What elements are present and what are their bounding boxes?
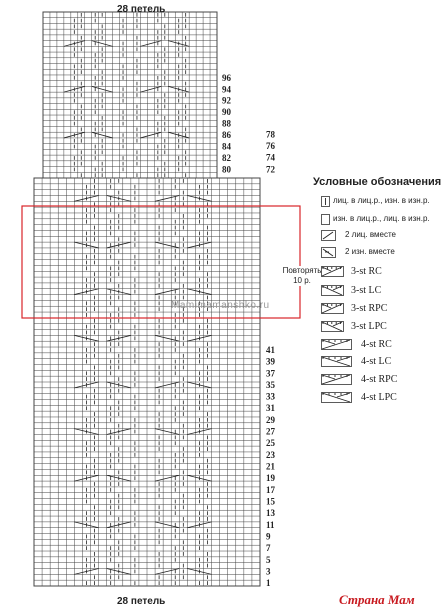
row-number-label: 23 xyxy=(266,449,275,460)
cable-cross-mark xyxy=(187,382,211,388)
row-number-label: 80 xyxy=(222,164,231,175)
row-number-label: 78 xyxy=(266,129,275,140)
cable-cross-mark xyxy=(107,289,131,295)
row-number-label: 33 xyxy=(266,391,275,402)
cable-cross-mark xyxy=(107,429,131,435)
cable-cross-mark xyxy=(187,522,211,528)
cable-cross-mark xyxy=(74,522,98,528)
row-number-label: 84 xyxy=(222,141,231,152)
legend-item-label: лиц. в лиц.р., изн. в изн.р. xyxy=(333,196,430,205)
row-number-label: 90 xyxy=(222,107,231,118)
k2tog-icon xyxy=(321,230,337,242)
row-number-label: 7 xyxy=(266,543,271,554)
p2tog-icon xyxy=(321,247,337,259)
cable-cross-mark xyxy=(74,382,98,388)
knit-vertical-bar-icon xyxy=(321,196,331,208)
row-number-label: 35 xyxy=(266,379,275,390)
cable-cross-mark xyxy=(74,475,98,481)
row-number-label: 92 xyxy=(222,95,231,106)
legend-item-label: 4-st LPC xyxy=(361,392,397,403)
legend-item-label: 3-st RC xyxy=(351,266,382,277)
cable-cross-mark xyxy=(155,569,179,575)
legend-item-label: 3-st LPC xyxy=(351,321,387,332)
cable-cross-mark xyxy=(187,289,211,295)
repeat-note-line1: Повторять xyxy=(282,266,322,275)
row-number-label: 31 xyxy=(266,403,275,414)
row-number-label: 15 xyxy=(266,496,275,507)
cable-cross-mark xyxy=(155,289,179,295)
cable-cross-mark xyxy=(187,242,211,248)
legend-item-label: 4-st RC xyxy=(361,339,392,350)
cable-cross-mark xyxy=(74,335,98,341)
empty-box-icon xyxy=(321,214,331,226)
cable-cross-mark xyxy=(107,475,131,481)
cable-cross-mark xyxy=(107,569,131,575)
repeat-note xyxy=(279,266,325,286)
cable-cross-mark xyxy=(187,475,211,481)
row-number-label: 96 xyxy=(222,72,231,83)
row-number-label: 9 xyxy=(266,531,271,542)
row-number-label: 21 xyxy=(266,461,275,472)
cable-cross-mark xyxy=(155,522,179,528)
row-number-label: 27 xyxy=(266,426,275,437)
cable-cross-mark xyxy=(107,242,131,248)
repeat-note-line2: 10 р. xyxy=(293,276,311,285)
row-number-label: 29 xyxy=(266,414,275,425)
legend-item-label: 2 лиц. вместе xyxy=(345,230,396,239)
stitch-count-bottom: 28 петель xyxy=(117,596,166,607)
row-number-label: 86 xyxy=(222,130,231,141)
row-number-label: 76 xyxy=(266,140,275,151)
row-number-label: 25 xyxy=(266,438,275,449)
3-st-rpc-icon xyxy=(321,303,345,315)
cable-cross-mark xyxy=(187,335,211,341)
legend-item-label: 2 изн. вместе xyxy=(345,247,395,256)
cable-cross-mark xyxy=(74,569,98,575)
brand-logo: Страна Мам xyxy=(339,592,415,607)
3-st-lc-icon xyxy=(321,285,345,297)
cable-cross-mark xyxy=(107,195,131,201)
legend-item-label: изн. в лиц.р., лиц. в изн.р. xyxy=(333,214,430,223)
row-number-label: 88 xyxy=(222,118,231,129)
cable-cross-mark xyxy=(107,382,131,388)
cable-cross-mark xyxy=(155,335,179,341)
legend-item-label: 3-st RPC xyxy=(351,303,388,314)
3-st-lpc-icon xyxy=(321,321,345,333)
4-st-lc-icon xyxy=(321,356,353,368)
row-number-label: 5 xyxy=(266,554,271,565)
row-number-label: 39 xyxy=(266,356,275,367)
legend-item-label: 4-st LC xyxy=(361,356,392,367)
row-number-label: 13 xyxy=(266,508,275,519)
cable-cross-mark xyxy=(74,195,98,201)
cable-cross-mark xyxy=(155,195,179,201)
row-number-label: 19 xyxy=(266,473,275,484)
chart-top-frame xyxy=(43,12,217,178)
row-number-label: 41 xyxy=(266,344,275,355)
cable-cross-mark xyxy=(155,242,179,248)
row-number-label: 74 xyxy=(266,152,275,163)
cable-cross-mark xyxy=(187,569,211,575)
stitch-count-top: 28 петель xyxy=(117,4,166,15)
4-st-lpc-icon xyxy=(321,392,353,404)
4-st-rpc-icon xyxy=(321,374,353,386)
cable-cross-mark xyxy=(107,522,131,528)
row-number-label: 72 xyxy=(266,164,275,175)
cable-cross-mark xyxy=(74,289,98,295)
cable-cross-mark xyxy=(187,195,211,201)
cable-cross-mark xyxy=(74,429,98,435)
cable-cross-mark xyxy=(155,382,179,388)
watermark: Mamimamanshko.ru xyxy=(171,300,270,311)
row-number-label: 1 xyxy=(266,578,271,589)
legend-title: Условные обозначения xyxy=(313,176,442,188)
cable-cross-mark xyxy=(74,242,98,248)
row-number-label: 82 xyxy=(222,152,231,163)
legend-item-label: 3-st LC xyxy=(351,285,382,296)
legend-item-label: 4-st RPC xyxy=(361,374,398,385)
row-number-label: 3 xyxy=(266,566,271,577)
3-st-rc-icon xyxy=(321,266,345,278)
row-number-label: 17 xyxy=(266,484,275,495)
cable-cross-mark xyxy=(155,429,179,435)
cable-cross-mark xyxy=(155,475,179,481)
4-st-rc-icon xyxy=(321,339,353,351)
row-number-label: 37 xyxy=(266,368,275,379)
row-number-label: 94 xyxy=(222,84,231,95)
cable-cross-mark xyxy=(107,335,131,341)
row-number-label: 11 xyxy=(266,519,275,530)
cable-cross-mark xyxy=(187,429,211,435)
